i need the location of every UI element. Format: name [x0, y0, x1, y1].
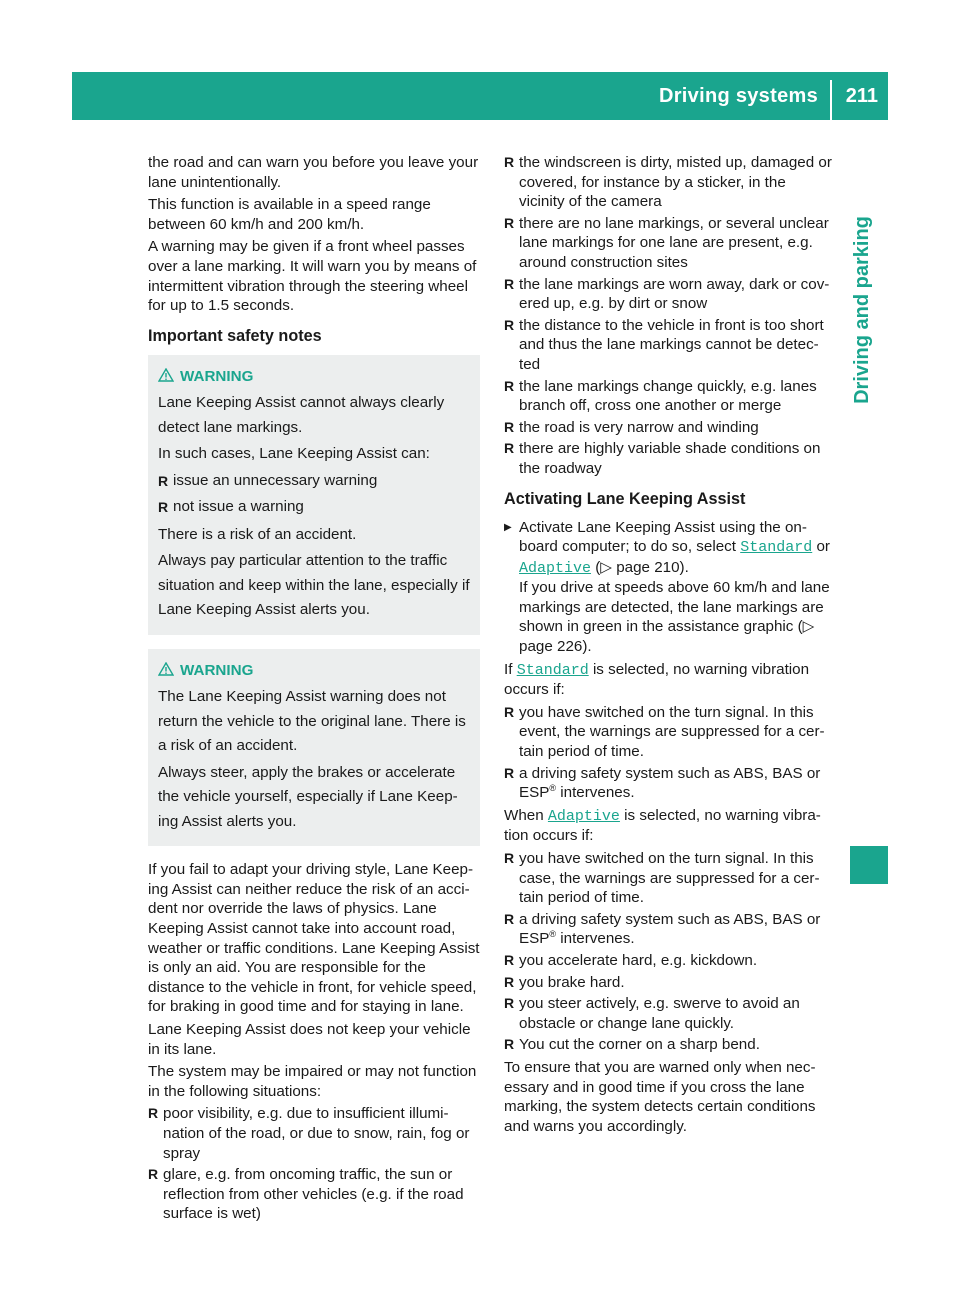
paragraph: Lane Keeping Assist does not keep your vehicle in its lane. [148, 1021, 471, 1058]
list-item-text: a driving safety system such as ABS, BAS or ESP [519, 910, 821, 948]
or-text: or [816, 538, 830, 556]
warning-header [158, 365, 470, 390]
page-number: 211 [845, 85, 878, 107]
list-item: R the road is very narrow and winding [504, 418, 834, 438]
list-item: R issue an unnecessary warning [158, 469, 470, 494]
adaptive-conditions-list [504, 849, 834, 1055]
list-item: R the lane markings change quickly, e.g. lanes branch off, cross one another or merge [504, 377, 834, 416]
standard-option-link[interactable]: Standard [740, 539, 813, 557]
list-item: R you steer actively, e.g. swerve to avoid an obstacle or change lane quickly. [504, 994, 834, 1033]
registered-mark: ® [549, 783, 557, 794]
list-item-text: intervenes. [556, 784, 635, 802]
warning-header [158, 659, 470, 684]
list-item-text: a driving safety system such as ABS, BAS or ESP [519, 764, 821, 802]
header-divider [830, 80, 832, 120]
page-reference[interactable]: (▷ page 226). [519, 618, 815, 656]
list-item: R poor visibility, e.g. due to insufficient illumi-nation of the road, or due to snow, rain, fog or spray [148, 1104, 480, 1163]
list-item-text: intervenes. [556, 930, 635, 948]
paragraph: This function is available in a speed range between 60 km/h and 200 km/h. [148, 196, 431, 233]
warning-box [148, 355, 480, 635]
action-text: If you drive at speeds above 60 km/h and lane markings are detected, the lane markings are shown in green in the assistance graphic [519, 579, 830, 636]
warning-text: Always steer, apply the brakes or accelerate the vehicle yourself, especially if Lane Keep-ing Assist alerts you. [158, 763, 458, 830]
warning-title: WARNING [180, 367, 254, 385]
if-rest-text: is selected, no warning vibration occurs if: [504, 660, 810, 699]
list-item: R glare, e.g. from oncoming traffic, the sun or reflection from other vehicles (e.g. if the road surface is wet) [148, 1165, 480, 1224]
list-item: R the distance to the vehicle in front is too short and thus the lane markings cannot be detec-ted [504, 316, 834, 375]
adaptive-option-link[interactable]: Adaptive [519, 559, 592, 577]
action-arrow-icon: ▶ [504, 521, 512, 533]
paragraph: To ensure that you are warned only when nec-essary and in good time if you cross the lane marking, the system detects certain conditions and warns you accordingly. [504, 1058, 816, 1135]
situation-list [148, 1104, 480, 1224]
registered-mark: ® [549, 929, 557, 940]
when-text: When [504, 806, 544, 824]
adaptive-option-link[interactable]: Adaptive [547, 807, 620, 825]
header-bar [72, 72, 888, 120]
warning-triangle-icon [158, 368, 174, 382]
warning-title: WARNING [180, 661, 254, 679]
list-item: R the lane markings are worn away, dark or cov-ered up, e.g. by dirt or snow [504, 275, 834, 314]
situation-list-continued [504, 153, 834, 479]
paragraph [504, 660, 834, 700]
list-item: R You cut the corner on a sharp bend. [504, 1035, 834, 1055]
paragraph: A warning may be given if a front wheel passes over a lane marking. It will warn you by means of intermittent vibration through the steering wheel for up to 1.5 seconds. [148, 238, 477, 315]
warning-box [148, 649, 480, 847]
paragraph [504, 806, 834, 846]
warning-text: There is a risk of an accident. [158, 525, 357, 543]
warning-text: Always pay particular attention to the traffic situation and keep within the lane, especially if Lane Keeping Assist alerts you. [158, 552, 470, 619]
warning-bullets [158, 469, 470, 520]
heading-activating: Activating Lane Keeping Assist [504, 489, 746, 508]
section-title: Driving systems [658, 85, 818, 107]
right-column [504, 153, 834, 1139]
standard-conditions-list [504, 703, 834, 803]
if-text: If [504, 660, 513, 678]
page-reference[interactable]: (▷ page 210). [595, 558, 689, 576]
warning-text: In such cases, Lane Keeping Assist can: [158, 445, 430, 463]
list-item [504, 764, 834, 803]
left-column [148, 153, 480, 1227]
paragraph: the road and can warn you before you leave your lane unintentionally. [148, 154, 479, 191]
warning-text: The Lane Keeping Assist warning does not return the vehicle to the original lane. There is a risk of an accident. [158, 688, 466, 755]
list-item: R not issue a warning [158, 495, 470, 520]
warning-text: Lane Keeping Assist cannot always clearly detect lane markings. [158, 394, 445, 436]
list-item: R the windscreen is dirty, misted up, damaged or covered, for instance by a sticker, in the vicinity of the camera [504, 153, 834, 212]
side-tab-marker [850, 846, 888, 884]
list-item: R you have switched on the turn signal. In this case, the warnings are suppressed for a cer-tain period of time. [504, 849, 834, 908]
warning-triangle-icon [158, 662, 174, 676]
heading-safety-notes: Important safety notes [148, 326, 322, 345]
side-tab-label: Driving and parking [851, 216, 873, 404]
action-text: Activate Lane Keeping Assist using the on-board computer; to do so, select [519, 518, 807, 556]
action-step [504, 518, 834, 657]
paragraph: If you fail to adapt your driving style, Lane Keep-ing Assist can neither reduce the risk of an acci-dent nor override the laws of physics. Lane Keeping Assist cannot take into account road, weather or traffic conditions. Lane Keeping Assist is only an aid. You are responsible for the distance to the vehicle in front, for vehicle speed, for braking in good time and for staying in lane. [148, 861, 480, 1016]
when-rest-text: is selected, no warning vibra-tion occurs if: [504, 806, 821, 845]
side-tab [836, 120, 888, 820]
paragraph: The system may be impaired or may not function in the following situations: [148, 1063, 477, 1100]
list-item: R you accelerate hard, e.g. kickdown. [504, 951, 834, 971]
list-item [504, 910, 834, 949]
list-item: R you have switched on the turn signal. In this event, the warnings are suppressed for a cer-tain period of time. [504, 703, 834, 762]
list-item: R there are no lane markings, or several unclear lane markings for one lane are present, e.g. around construction sites [504, 214, 834, 273]
list-item: R you brake hard. [504, 973, 834, 993]
standard-option-link[interactable]: Standard [516, 661, 589, 679]
list-item: R there are highly variable shade conditions on the roadway [504, 439, 834, 478]
